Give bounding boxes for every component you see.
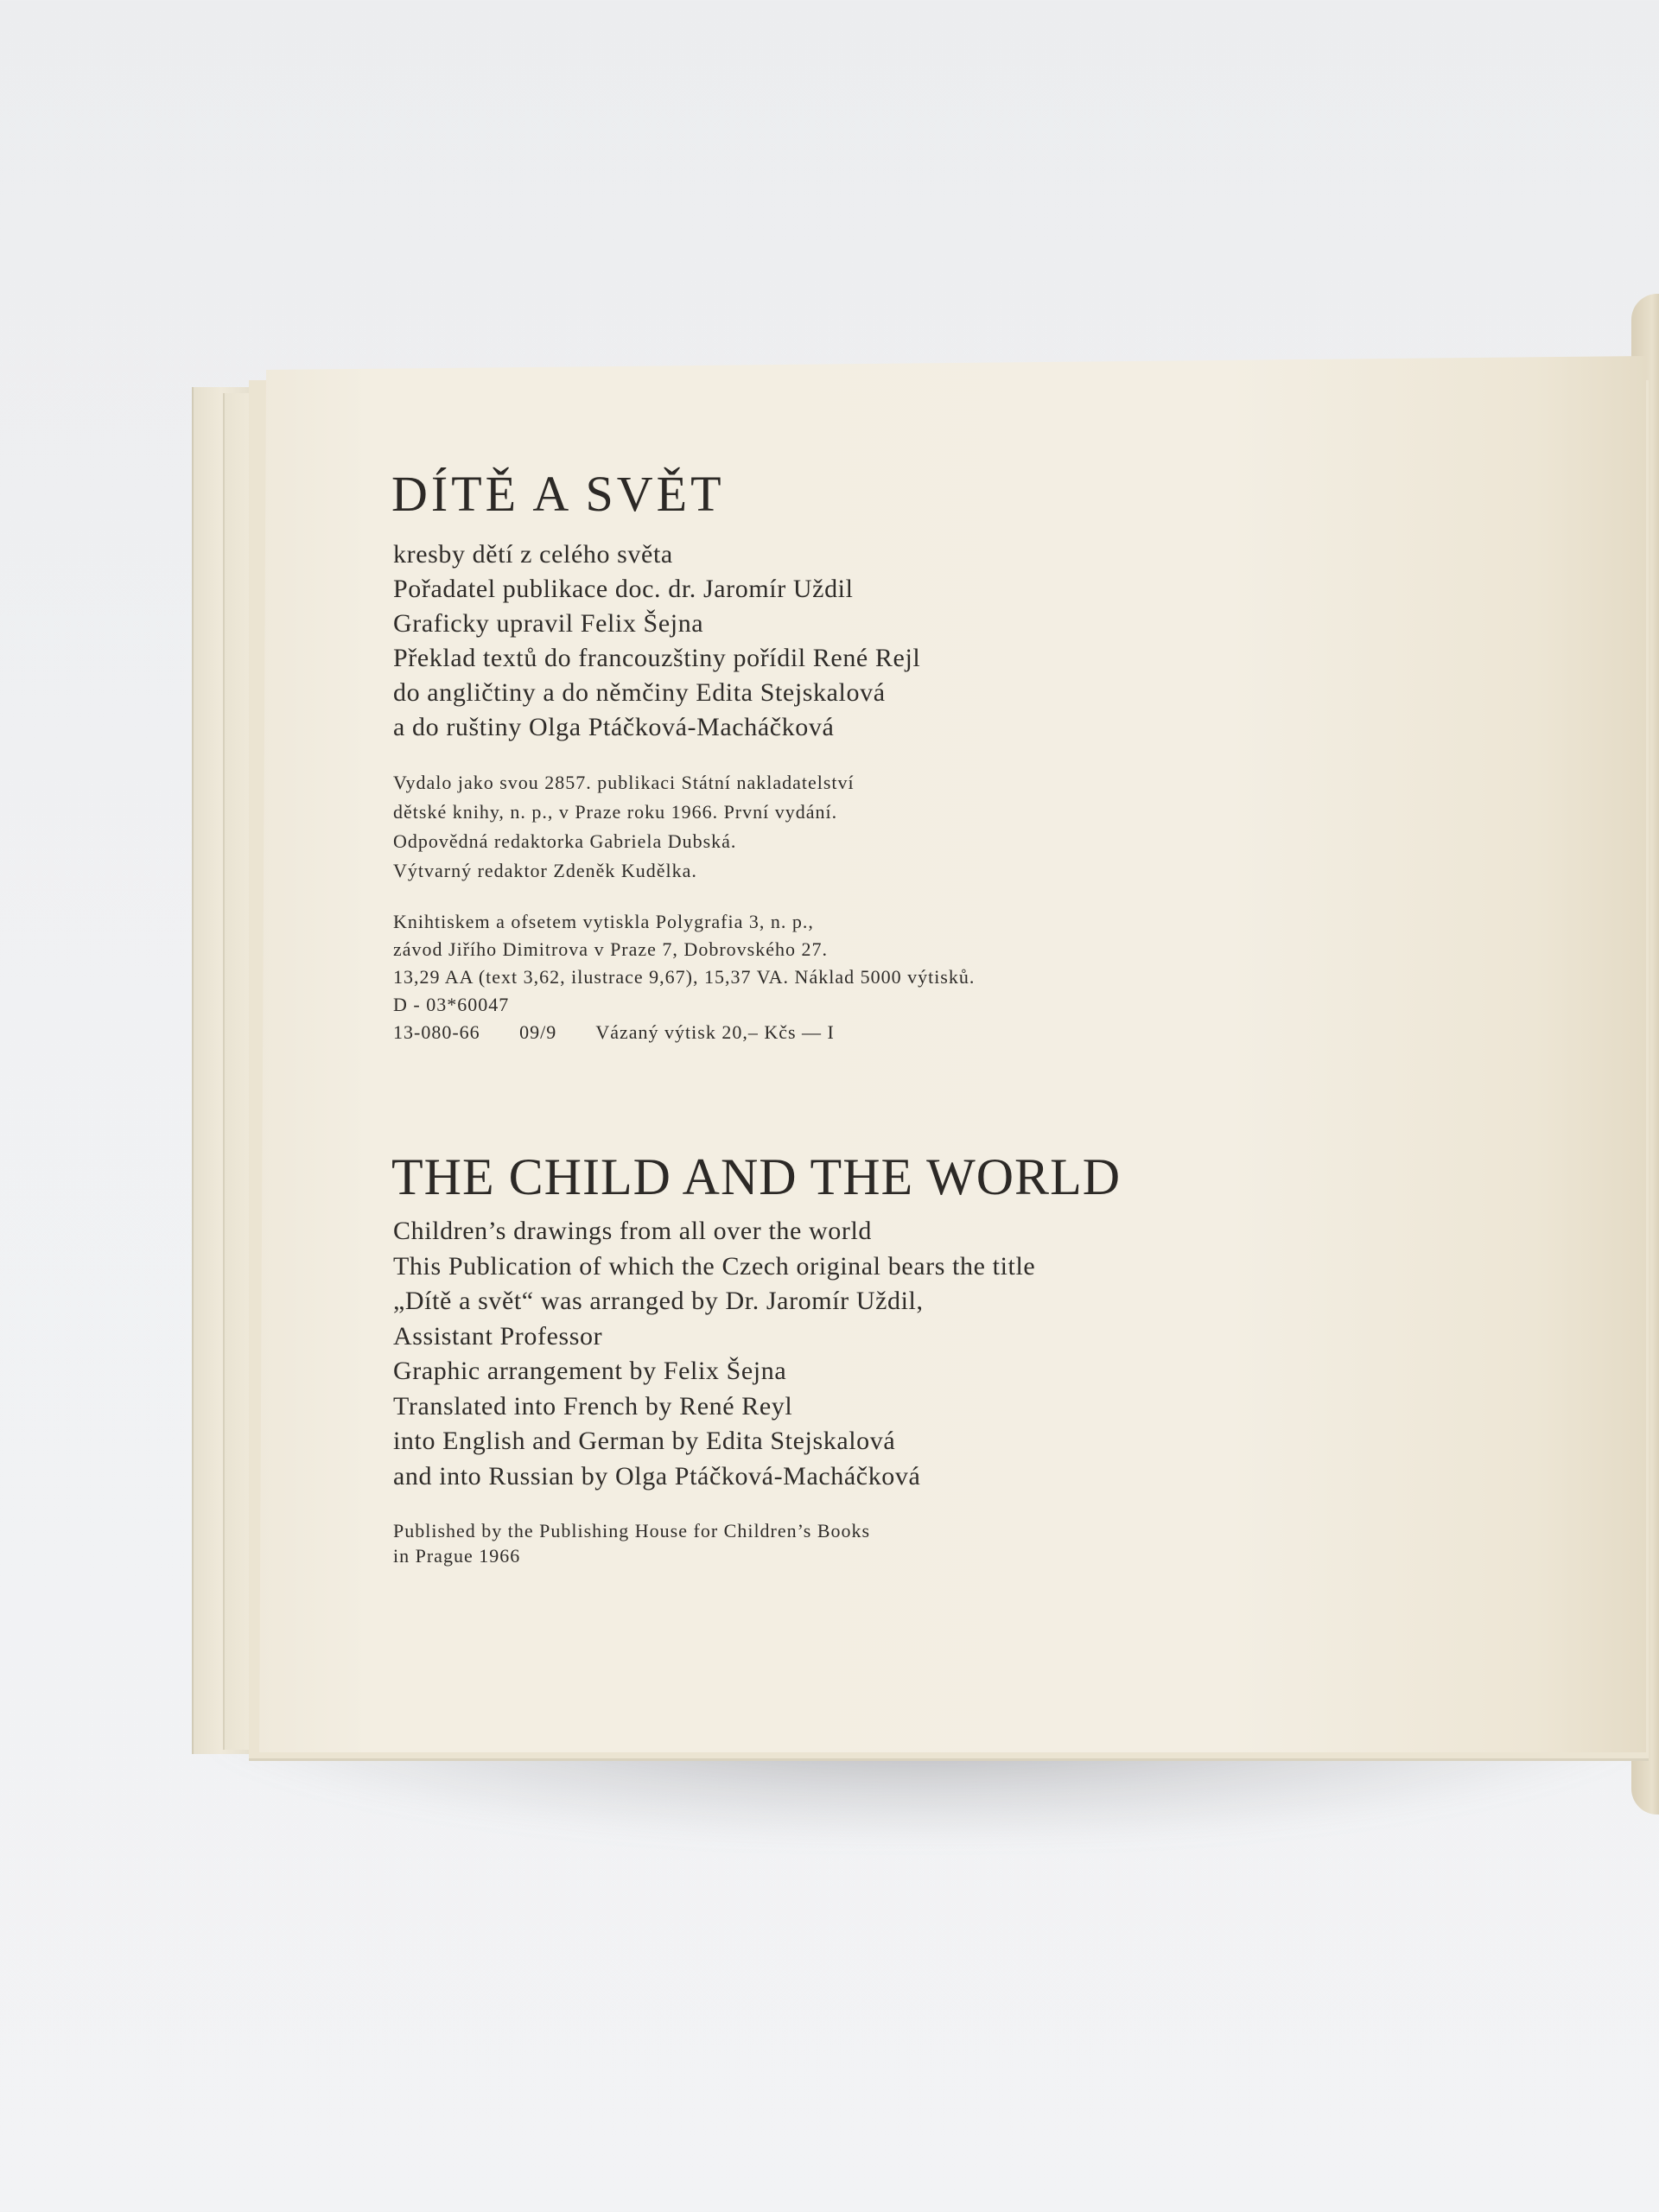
publisher-line: Published by the Publishing House for Children’s Books — [393, 1520, 871, 1541]
publisher-line: Vydalo jako svou 2857. publikaci Státní nakladatelství — [393, 772, 855, 793]
credit-line: a do ruštiny Olga Ptáčková-Macháčková — [393, 713, 835, 741]
credit-line: Translated into French by René Reyl — [393, 1391, 793, 1421]
title-english: THE CHILD AND THE WORLD — [391, 1148, 1122, 1205]
publisher-note-czech — [393, 768, 855, 886]
credit-line: Graphic arrangement by Felix Šejna — [393, 1357, 787, 1385]
credits-english — [393, 1214, 1035, 1494]
credit-line: into English and German by Edita Stejskalová — [393, 1427, 896, 1455]
printing-line: 13-080-66 09/9 Vázaný výtisk 20,– Kčs — I — [393, 1021, 835, 1043]
credit-line: kresby dětí z celého světa — [393, 540, 673, 569]
credit-line: Překlad textů do francouzštiny pořídil René Rejl — [393, 644, 921, 672]
credits-czech — [393, 537, 920, 745]
publisher-line: in Prague 1966 — [393, 1545, 521, 1567]
printing-info-czech — [393, 908, 975, 1046]
credit-line: Graficky upravil Felix Šejna — [393, 609, 704, 638]
publisher-line: Výtvarný redaktor Zdeněk Kudělka. — [393, 860, 697, 881]
credit-line: Pořadatel publikace doc. dr. Jaromír Uždil — [393, 575, 854, 603]
credit-line: Children’s drawings from all over the world — [393, 1217, 873, 1245]
credit-line: Assistant Professor — [393, 1321, 603, 1351]
printing-line: D - 03*60047 — [393, 994, 510, 1015]
publisher-line: Odpovědná redaktorka Gabriela Dubská. — [393, 830, 737, 852]
printing-line: 13,29 AA (text 3,62, ilustrace 9,67), 15,37 VA. Náklad 5000 výtisků. — [393, 966, 976, 988]
credit-line: and into Russian by Olga Ptáčková-Macháčková — [393, 1461, 921, 1491]
credit-line: This Publication of which the Czech original bears the title — [393, 1251, 1036, 1281]
credit-line: „Dítě a svět“ was arranged by Dr. Jaromír Uždil, — [393, 1287, 924, 1315]
credit-line: do angličtiny a do němčiny Edita Stejskalová — [393, 678, 886, 707]
printing-line: závod Jiřího Dimitrova v Praze 7, Dobrovského 27. — [393, 938, 828, 960]
publisher-line: dětské knihy, n. p., v Praze roku 1966. První vydání. — [393, 801, 838, 823]
publisher-note-english — [393, 1518, 870, 1568]
printing-line: Knihtiskem a ofsetem vytiskla Polygrafia 3, n. p., — [393, 911, 814, 932]
title-czech: DÍTĚ A SVĚT — [391, 466, 725, 522]
